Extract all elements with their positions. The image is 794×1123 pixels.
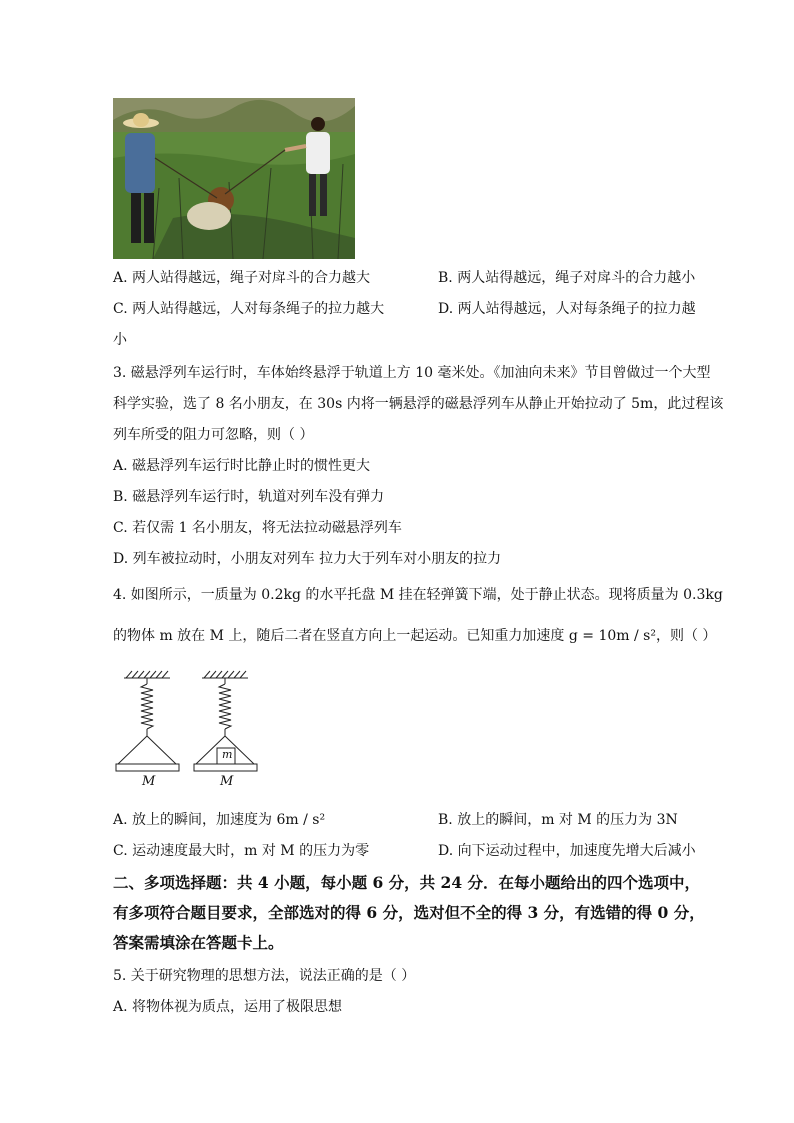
q4-option-b: B. 放上的瞬间，m 对 M 的压力为 3N: [438, 812, 678, 828]
q3-stem-line3: 列车所受的阻力可忽略，则（ ）: [113, 427, 314, 443]
section2-line3: 答案需填涂在答题卡上。: [113, 933, 284, 952]
q5-option-a: A. 将物体视为质点，运用了极限思想: [113, 999, 343, 1015]
q2-option-d: D. 两人站得越远，人对每条绳子的拉力越: [438, 301, 696, 317]
spring-tray-figure: [110, 668, 270, 794]
q2-option-b: B. 两人站得越远，绳子对戽斗的合力越小: [438, 270, 696, 286]
q3-option-a: A. 磁悬浮列车运行时比静止时的惯性更大: [113, 458, 371, 474]
tray-label-left: M: [142, 774, 156, 789]
q2-option-c: C. 两人站得越远，人对每条绳子的拉力越大: [113, 301, 385, 317]
q3-stem-line2: 科学实验，选了 8 名小朋友，在 30s 内将一辆悬浮的磁悬浮列车从静止开始拉动了 5m，此过程该: [113, 396, 724, 412]
tray-label-right: M: [220, 774, 234, 789]
section2-line1: 二、多项选择题：共 4 小题，每小题 6 分，共 24 分．在每小题给出的四个选项中，: [113, 873, 701, 892]
block-label: m: [222, 748, 233, 761]
section2-line2: 有多项符合题目要求，全部选对的得 6 分，选对但不全的得 3 分，有选错的得 0 分，: [113, 903, 705, 922]
q4-stem-line2: 的物体 m 放在 M 上，随后二者在竖直方向上一起运动。已知重力加速度 g = 10m / s²，则（ ）: [113, 628, 717, 644]
q2-option-a: A. 两人站得越远，绳子对戽斗的合力越大: [113, 270, 371, 286]
q3-stem-line1: 3. 磁悬浮列车运行时，车体始终悬浮于轨道上方 10 毫米处。《加油向未来》节目曾做过一个大型: [113, 365, 711, 381]
q5-stem: 5. 关于研究物理的思想方法，说法正确的是（ ）: [113, 968, 416, 984]
q4-option-a: A. 放上的瞬间，加速度为 6m / s²: [113, 812, 326, 828]
q3-option-c: C. 若仅需 1 名小朋友，将无法拉动磁悬浮列车: [113, 520, 402, 536]
q4-option-d: D. 向下运动过程中，加速度先增大后减小: [438, 843, 696, 859]
q2-option-d-cont: 小: [113, 332, 127, 348]
q4-option-c: C. 运动速度最大时，m 对 M 的压力为零: [113, 843, 370, 859]
q3-option-b: B. 磁悬浮列车运行时，轨道对列车没有弹力: [113, 489, 385, 505]
q4-stem-line1: 4. 如图所示，一质量为 0.2kg 的水平托盘 M 挂在轻弹簧下端，处于静止状态。现将质量为 0.3kg: [113, 587, 723, 603]
q3-option-d: D. 列车被拉动时，小朋友对列车 拉力大于列车对小朋友的拉力: [113, 551, 502, 567]
farmers-pulling-ropes-photo: [113, 98, 355, 259]
